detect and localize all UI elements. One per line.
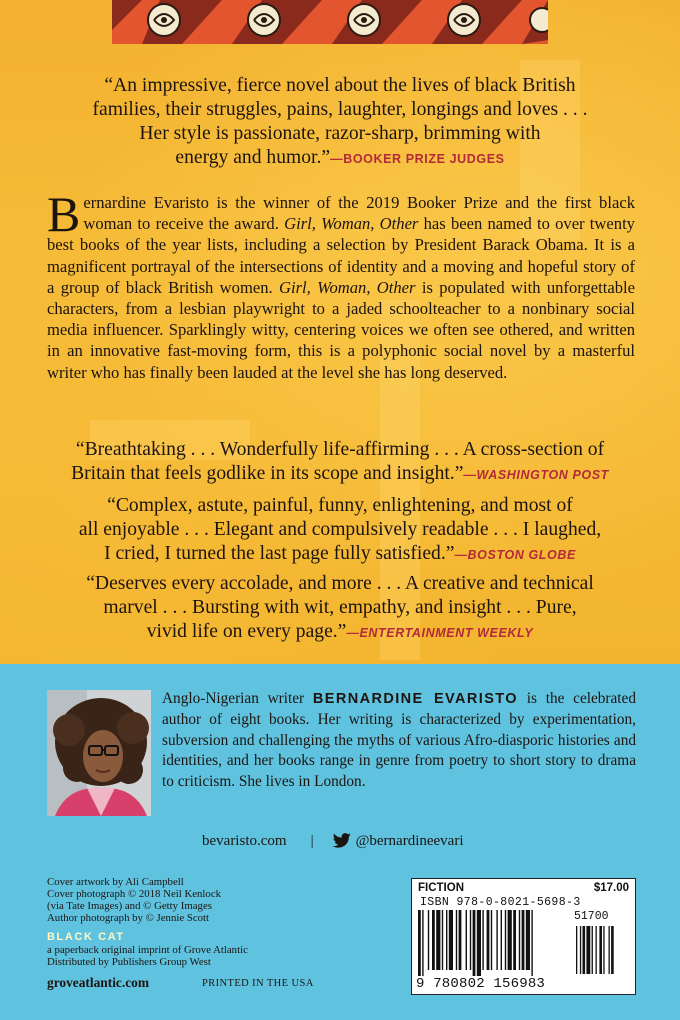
author-portrait-image — [47, 690, 151, 816]
fabric-pattern-artwork — [112, 0, 548, 44]
author-website-link[interactable]: bevaristo.com — [202, 832, 287, 849]
barcode-bar — [428, 910, 429, 970]
quote-line: “Breathtaking . . . Wonderfully life-affirming . . . A cross-section of — [75, 439, 605, 460]
cover-credits — [47, 876, 317, 924]
bio-text: Anglo-Nigerian writer — [162, 690, 313, 707]
barcode-bar — [531, 910, 532, 976]
quote-attribution: —ENTERTAINMENT WEEKLY — [346, 626, 534, 640]
publisher-website[interactable]: groveatlantic.com — [47, 975, 150, 990]
barcode-addon-bar — [596, 926, 597, 974]
barcode-bar — [459, 910, 462, 970]
credit-line: Cover artwork by Ali Campbell — [47, 876, 184, 888]
barcode-category: FICTION — [418, 882, 464, 894]
quote-line: “An impressive, fierce novel about the lives of black British — [104, 75, 576, 96]
barcode-bar — [473, 910, 476, 976]
entertainment-weekly-quote — [30, 572, 650, 645]
barcode-bar — [466, 910, 467, 970]
quote-text: vivid life on every page.” — [146, 621, 347, 642]
barcode-bar — [513, 910, 516, 970]
barcode-bar — [482, 910, 483, 970]
description-text: is populated with unforgettable characters, from a lesbian playwright to a jaded schoolteacher to a nonbinary social media influencer. Sparklingly witty, centering voices we often see othered, and written in an innovative fast-moving form, this is a polyphonic social novel by a masterful writer who has finally been lauded at the level she has long deserved. — [47, 277, 635, 382]
description-text: ernardine Evaristo is the winner of the 2019 Booker Prize and the first black woman to receive the award. — [83, 193, 635, 234]
author-bio — [162, 689, 636, 793]
barcode-addon-bar — [599, 926, 602, 974]
link-separator: | — [310, 832, 314, 849]
barcode-bar — [470, 910, 471, 970]
quote-line: “Complex, astute, painful, funny, enlightening, and most of — [107, 495, 573, 516]
twitter-icon — [332, 833, 352, 849]
quote-line — [40, 146, 640, 171]
barcode-isbn: ISBN 978-0-8021-5698-3 — [420, 896, 581, 909]
quote-line — [30, 462, 650, 487]
quote-line: marvel . . . Bursting with wit, empathy, and insight . . . Pure, — [103, 597, 577, 618]
credit-line: Cover photograph © 2018 Neil Kenlock — [47, 888, 222, 900]
barcode-bar — [436, 910, 440, 970]
boston-globe-quote — [30, 494, 650, 567]
barcode-bar — [422, 910, 423, 976]
barcode-addon-bar — [586, 926, 590, 974]
quote-line: “Deserves every accolade, and more . . . A creative and technical — [86, 573, 594, 594]
quote-line: families, their struggles, pains, laughter, longings and loves . . . — [92, 99, 588, 120]
barcode-addon-bar — [611, 926, 614, 974]
barcode-addon-bar — [580, 926, 581, 974]
quote-text: energy and humor.” — [175, 147, 331, 168]
barcode-bar — [522, 910, 525, 970]
quote-text: Britain that feels godlike in its scope and insight.” — [71, 463, 464, 484]
imprint-info — [47, 944, 248, 968]
washington-post-quote — [30, 438, 650, 487]
bio-text: is the celebrated author of eight books. Her writing is characterized by experimentation, subversion and challenging the myths of various Afro-diasporic histories and identities, and her books range in genre from poetry to short story to drama to criticism. She lives in London. — [162, 690, 636, 791]
barcode-bar — [446, 910, 447, 970]
barcode-bar — [496, 910, 497, 970]
barcode-bar — [442, 910, 443, 970]
author-links — [202, 830, 464, 852]
twitter-handle-link[interactable]: @bernardineevari — [355, 832, 464, 849]
author-name: BERNARDINE EVARISTO — [312, 691, 518, 707]
imprint-line: a paperback original imprint of Grove Atlantic — [47, 944, 248, 956]
author-photo — [47, 690, 151, 816]
barcode-price: $17.00 — [593, 882, 629, 894]
quote-line: all enjoyable . . . Elegant and compulsively readable . . . I laughed, — [78, 519, 602, 540]
booker-quote — [40, 74, 640, 171]
barcode-digits: 9 780802 156983 — [416, 976, 546, 992]
imprint-line: Distributed by Publishers Group West — [47, 956, 211, 968]
credit-line: (via Tate Images) and © Getty Images — [47, 900, 212, 912]
barcode-addon-bar — [583, 926, 586, 974]
barcode-bar — [505, 910, 506, 970]
quote-text: I cried, I turned the last page fully satisfied.” — [104, 543, 455, 564]
barcode-bar — [432, 910, 435, 970]
barcode-addon-bar — [603, 926, 604, 974]
barcode-block — [411, 878, 636, 995]
quote-line — [30, 542, 650, 567]
barcode-bar — [508, 910, 512, 970]
printed-in-label: PRINTED IN THE USA — [202, 978, 314, 989]
barcode-bar — [491, 910, 492, 970]
barcode-addon-bar — [592, 926, 593, 974]
barcode-bar — [477, 910, 481, 976]
barcode-bar — [487, 910, 490, 970]
barcode-bar — [501, 910, 502, 970]
barcode-addon-bar — [576, 926, 577, 974]
credit-line: Author photograph by © Jennie Scott — [47, 912, 210, 924]
book-title: Girl, Woman, Other — [279, 277, 416, 297]
barcode-bar — [456, 910, 457, 970]
quote-line: Her style is passionate, razor-sharp, brimming with — [139, 123, 541, 144]
quote-attribution: —BOSTON GLOBE — [454, 548, 576, 562]
barcode-addon-bar — [609, 926, 610, 974]
drop-cap: B — [47, 186, 81, 242]
imprint-name: BLACK CAT — [47, 931, 125, 943]
book-description — [47, 186, 635, 383]
barcode-bar — [418, 910, 421, 976]
barcode-bar — [519, 910, 520, 970]
barcode-bar — [449, 910, 453, 970]
barcode-addon: 51700 — [574, 910, 609, 923]
quote-attribution: —WASHINGTON POST — [463, 468, 609, 482]
quote-line — [30, 620, 650, 645]
book-title: Girl, Woman, Other — [284, 214, 419, 234]
description-text: has been named to over twenty best books of the year lists, including a selection by President Barack Obama. It is a magnificent portrayal of the intersections of identity and a moving and hopeful story of a group of black British women. — [47, 214, 635, 297]
barcode-bar — [526, 910, 530, 970]
quote-attribution: —BOOKER PRIZE JUDGES — [330, 152, 505, 166]
